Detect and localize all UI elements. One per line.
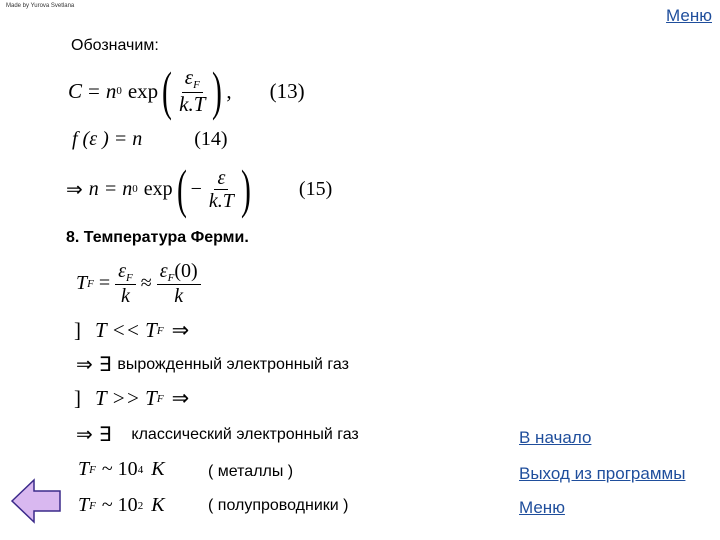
eq13-n: n bbox=[105, 78, 117, 103]
eq13-tag: (13) bbox=[269, 78, 305, 103]
metals-approx: ~ 10 bbox=[101, 458, 138, 480]
case-1-result bbox=[76, 352, 349, 377]
eq13-fraction bbox=[176, 66, 208, 115]
case2-expr: T >> T bbox=[95, 386, 157, 410]
back-arrow-button[interactable] bbox=[10, 478, 62, 524]
tf-num1-sub: F bbox=[126, 272, 133, 284]
tf-T-sub: F bbox=[87, 277, 94, 290]
case1-arrow: ⇒ bbox=[171, 318, 190, 342]
eq13-lhs: C bbox=[68, 78, 83, 103]
menu-link[interactable]: Меню bbox=[519, 498, 565, 517]
case1-exists: ∃ bbox=[98, 354, 112, 376]
eq13-exp: exp bbox=[127, 78, 159, 103]
exit-link[interactable]: Выход из программы bbox=[519, 464, 686, 483]
metals-equation bbox=[78, 458, 165, 481]
eq14-body: f (ε ) = n bbox=[72, 128, 143, 150]
back-arrow-icon bbox=[10, 478, 62, 524]
semis-label: ( полупроводники ) bbox=[208, 497, 349, 514]
equation-15: ⇒ n = n 0 exp ( − $\frac{\varepsilon}{k.T}$ ) (15) bbox=[66, 159, 333, 219]
eq13-n-sub: 0 bbox=[116, 85, 122, 97]
tf-num2-sub: F bbox=[167, 272, 175, 284]
semis-sub: F bbox=[89, 499, 96, 512]
eq15-sub: 0 bbox=[132, 183, 138, 195]
watermark: Made by Yurova Svetlana bbox=[6, 3, 75, 9]
case1-sub: F bbox=[156, 324, 164, 337]
metals-label: ( металлы ) bbox=[208, 463, 294, 480]
eq15-minus: − bbox=[190, 177, 202, 200]
case1-bracket: ] bbox=[74, 318, 81, 342]
tf-num1: ε bbox=[118, 260, 127, 282]
eq14-tag: (14) bbox=[194, 128, 228, 150]
eq13-num-sub: F bbox=[193, 79, 200, 92]
tf-den2: k bbox=[174, 285, 184, 308]
equation-14 bbox=[72, 128, 228, 151]
tf-fraction-2 bbox=[157, 260, 201, 307]
tf-den1: k bbox=[121, 285, 130, 308]
tf-num2: ε bbox=[159, 260, 168, 282]
case-1 bbox=[74, 318, 189, 343]
eq15-den: k.T bbox=[208, 189, 234, 212]
eq15-tag: (15) bbox=[298, 177, 333, 200]
equation-13: C = n 0 exp ( $\frac{\varepsilon_F}{k.T}$ ) , (13) bbox=[68, 61, 305, 121]
case-2 bbox=[74, 386, 189, 411]
case2-result-text: классический электронный газ bbox=[131, 425, 359, 443]
section-title: 8. Температура Ферми. bbox=[66, 229, 249, 246]
start-link[interactable]: В начало bbox=[519, 428, 592, 447]
semis-unit: K bbox=[151, 494, 165, 516]
semis-T: T bbox=[78, 494, 90, 516]
case2-arrow: ⇒ bbox=[171, 386, 190, 410]
case2-result-arrow: ⇒ bbox=[76, 424, 93, 446]
eq13-den: k.T bbox=[179, 91, 206, 116]
eq15-arrow: ⇒ bbox=[66, 178, 83, 201]
metals-T: T bbox=[78, 458, 90, 480]
case2-sub: F bbox=[156, 392, 164, 405]
eq15-lhs: n = n bbox=[88, 177, 133, 200]
eq13-num: ε bbox=[184, 65, 194, 90]
eq15-exp: exp bbox=[143, 177, 173, 200]
tf-T: T bbox=[76, 272, 88, 295]
tf-num2-arg: (0) bbox=[174, 260, 198, 282]
intro-text: Обозначим: bbox=[71, 37, 159, 54]
metals-unit: K bbox=[151, 458, 165, 480]
case1-result-text: вырожденный электронный газ bbox=[117, 355, 349, 373]
tf-approx: ≈ bbox=[140, 272, 152, 295]
eq15-fraction bbox=[206, 167, 237, 212]
semis-pow: 2 bbox=[137, 499, 144, 512]
case2-exists: ∃ bbox=[98, 424, 112, 446]
metals-pow: 4 bbox=[137, 463, 144, 476]
eq15-num: ε bbox=[214, 167, 228, 190]
fermi-temp-equation: T F = $\frac{\varepsilon_F}{k}$ ≈ $\frac{\varepsilon_F(0)}{k}$ bbox=[76, 260, 201, 307]
metals-sub: F bbox=[89, 463, 96, 476]
tf-fraction-1 bbox=[115, 260, 136, 307]
top-menu-link[interactable]: Меню bbox=[666, 6, 712, 25]
semis-approx: ~ 10 bbox=[101, 494, 138, 516]
case-2-result bbox=[76, 422, 359, 447]
case1-result-arrow: ⇒ bbox=[76, 354, 93, 376]
case2-bracket: ] bbox=[74, 386, 81, 410]
case1-expr: T << T bbox=[95, 318, 157, 342]
semis-equation bbox=[78, 494, 165, 517]
